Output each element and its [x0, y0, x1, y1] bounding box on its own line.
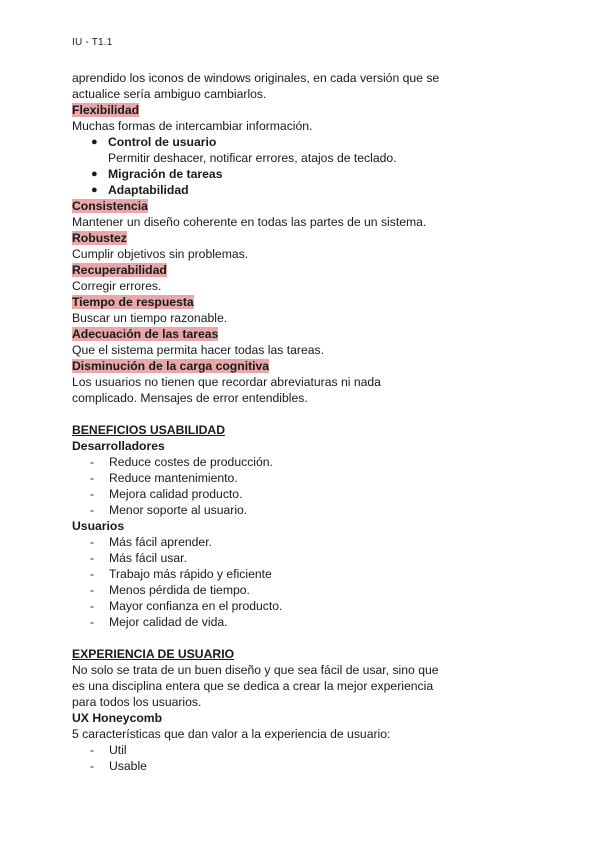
list-item	[72, 566, 542, 582]
experiencia-line-3: para todos los usuarios.	[72, 695, 202, 709]
tiempo-text: Buscar un tiempo razonable.	[72, 311, 228, 325]
section-heading-tiempo: Tiempo de respuesta	[72, 295, 194, 309]
list-item-text: Mayor confianza en el producto.	[109, 599, 283, 613]
list-item	[72, 486, 542, 502]
document-body	[72, 70, 542, 774]
dash-icon: -	[90, 551, 95, 565]
list-item	[72, 502, 542, 518]
recuperabilidad-text: Corregir errores.	[72, 279, 162, 293]
list-item-text: Mejor calidad de vida.	[109, 615, 228, 629]
page-header: IU - T1.1	[72, 37, 113, 48]
list-item	[72, 758, 542, 774]
list-item	[72, 134, 542, 150]
list-item	[72, 614, 542, 630]
dash-icon: -	[90, 583, 95, 597]
adecuacion-text: Que el sistema permita hacer todas las tareas.	[72, 343, 324, 357]
list-item-text: Menos pérdida de tiempo.	[109, 583, 250, 597]
dash-icon: -	[90, 743, 95, 757]
bullet-label: Control de usuario	[108, 135, 217, 149]
bullet-subtext: Permitir deshacer, notificar errores, atajos de teclado.	[108, 151, 397, 165]
carga-line-2: complicado. Mensajes de error entendibles.	[72, 391, 308, 405]
list-item	[72, 166, 542, 182]
dash-icon: -	[90, 487, 95, 501]
subheading-desarrolladores: Desarrolladores	[72, 439, 165, 453]
dash-icon: -	[90, 615, 95, 629]
dash-icon: -	[90, 455, 95, 469]
experiencia-line-2: es una disciplina entera que se dedica a crear la mejor experiencia	[72, 679, 434, 693]
consistencia-text: Mantener un diseño coherente en todas las partes de un sistema.	[72, 215, 427, 229]
bullet-icon: ●	[91, 136, 98, 148]
list-item-text: Menor soporte al usuario.	[109, 503, 248, 517]
honeycomb-intro: 5 características que dan valor a la experiencia de usuario:	[72, 727, 391, 741]
bullet-label: Migración de tareas	[108, 167, 223, 181]
section-heading-adecuacion: Adecuación de las tareas	[72, 327, 219, 341]
list-item	[72, 550, 542, 566]
experiencia-line-1: No solo se trata de un buen diseño y que sea fácil de usar, sino que	[72, 663, 439, 677]
list-item	[72, 598, 542, 614]
bullet-label: Adaptabilidad	[108, 183, 189, 197]
section-heading-recuperabilidad: Recuperabilidad	[72, 263, 167, 277]
list-item	[72, 182, 542, 198]
intro-line-2: actualice sería ambiguo cambiarlos.	[72, 87, 267, 101]
intro-line-1: aprendido los iconos de windows originales, en cada versión que se	[72, 71, 440, 85]
flexibilidad-text: Muchas formas de intercambiar información.	[72, 119, 313, 133]
bullet-icon: ●	[91, 184, 98, 196]
dash-icon: -	[90, 599, 95, 613]
subheading-usuarios: Usuarios	[72, 519, 125, 533]
robustez-text: Cumplir objetivos sin problemas.	[72, 247, 249, 261]
bullet-icon: ●	[91, 168, 98, 180]
section-heading-flexibilidad: Flexibilidad	[72, 103, 140, 117]
list-item-text: Trabajo más rápido y eficiente	[109, 567, 272, 581]
section-heading-beneficios: BENEFICIOS USABILIDAD	[72, 423, 226, 437]
list-item-text: Reduce costes de producción.	[109, 455, 273, 469]
list-item	[72, 470, 542, 486]
list-item-text: Más fácil usar.	[109, 551, 187, 565]
subheading-honeycomb: UX Honeycomb	[72, 711, 163, 725]
section-heading-experiencia: EXPERIENCIA DE USUARIO	[72, 647, 235, 661]
list-item-text: Mejora calidad producto.	[109, 487, 243, 501]
list-item	[72, 534, 542, 550]
section-heading-robustez: Robustez	[72, 231, 127, 245]
list-item-text: Reduce mantenimiento.	[109, 471, 238, 485]
dash-icon: -	[90, 471, 95, 485]
carga-line-1: Los usuarios no tienen que recordar abreviaturas ni nada	[72, 375, 381, 389]
dash-icon: -	[90, 759, 95, 773]
list-item	[72, 582, 542, 598]
section-heading-carga: Disminución de la carga cognitiva	[72, 359, 270, 373]
dash-icon: -	[90, 567, 95, 581]
list-item-text: Util	[109, 743, 127, 757]
dash-icon: -	[90, 503, 95, 517]
list-item	[72, 742, 542, 758]
list-item-text: Usable	[109, 759, 147, 773]
section-heading-consistencia: Consistencia	[72, 199, 148, 213]
dash-icon: -	[90, 535, 95, 549]
list-item	[72, 454, 542, 470]
list-item-text: Más fácil aprender.	[109, 535, 212, 549]
